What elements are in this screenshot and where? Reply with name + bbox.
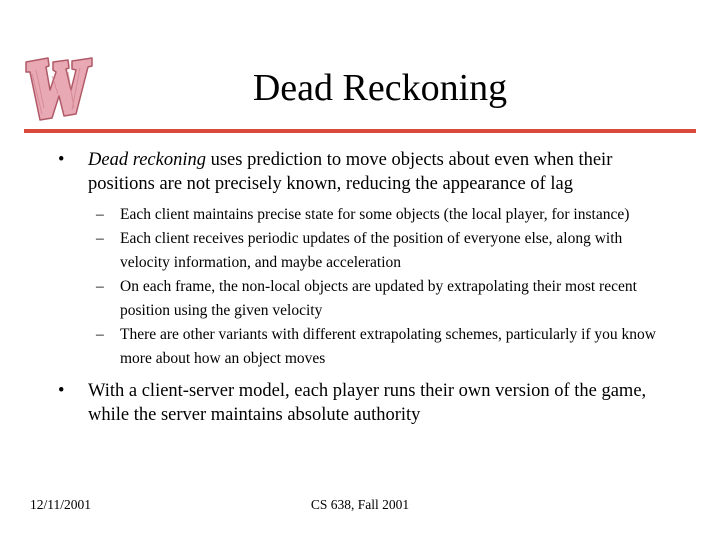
sub-bullet-text: Each client receives periodic updates of the position of everyone else, along with velocity information, and maybe acceleration xyxy=(120,230,623,271)
dash-marker: – xyxy=(96,278,104,295)
dash-marker: – xyxy=(96,230,104,247)
slide-title: Dead Reckoning xyxy=(252,67,508,109)
bullet-text: uses prediction to move objects about even when their positions are not precisely known, reducing the appearance of lag xyxy=(88,150,613,194)
bullet-item xyxy=(0,379,678,427)
bullet-item xyxy=(0,148,678,196)
sub-bullet-list xyxy=(0,203,720,371)
dash-marker: – xyxy=(96,206,104,223)
bullet-text: With a client-server model, each player runs their own version of the game, while the server maintains absolute authority xyxy=(88,381,647,425)
sub-bullet-text: On each frame, the non-local objects are updated by extrapolating their most recent position using the given velocity xyxy=(120,278,637,319)
sub-bullet-item xyxy=(0,227,676,275)
bullet-marker: • xyxy=(58,381,65,401)
sub-bullet-item xyxy=(0,203,676,227)
sub-bullet-text: Each client maintains precise state for some objects (the local player, for instance) xyxy=(120,206,630,223)
slide-content xyxy=(0,148,720,427)
sub-bullet-text: There are other variants with different extrapolating schemes, particularly if you know more about how an object moves xyxy=(120,326,656,367)
footer-course: CS 638, Fall 2001 xyxy=(310,497,410,512)
bullet-marker: • xyxy=(58,150,65,170)
wisconsin-w-logo-icon xyxy=(22,52,96,124)
title-divider xyxy=(24,129,696,133)
dash-marker: – xyxy=(96,326,104,343)
sub-bullet-item xyxy=(0,323,676,371)
footer-date: 12/11/2001 xyxy=(30,497,92,512)
sub-bullet-item xyxy=(0,275,676,323)
bullet-italic-lead: Dead reckoning xyxy=(88,150,206,170)
